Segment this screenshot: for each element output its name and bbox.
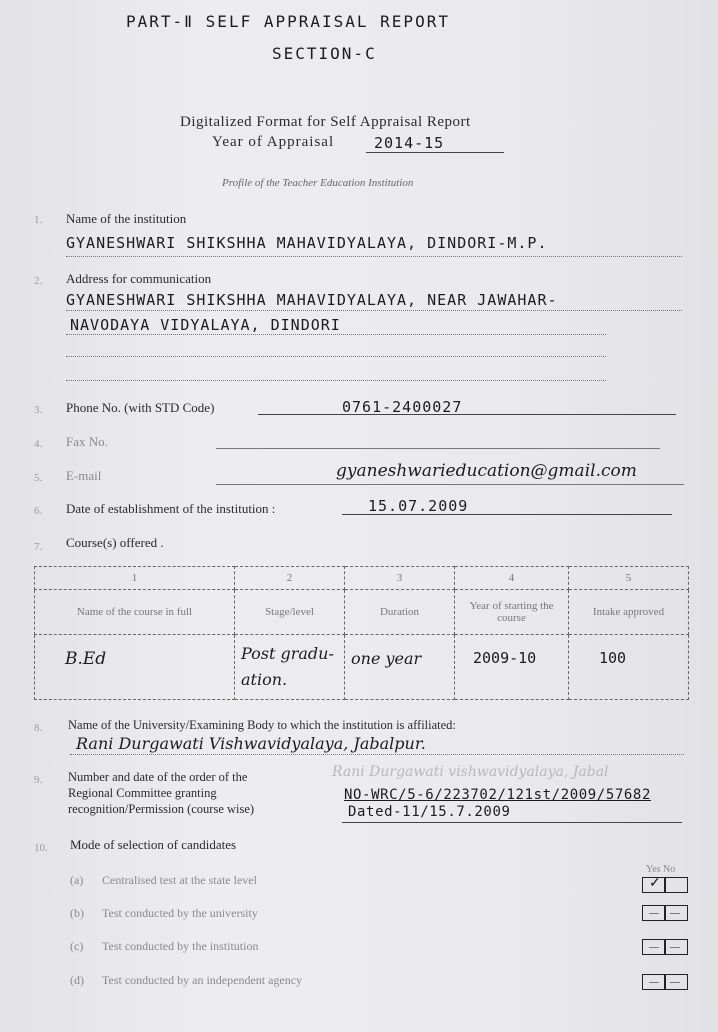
order-label-line-2: Regional Committee granting <box>68 786 217 800</box>
order-label-line-3: recognition/Permission (course wise) <box>68 802 255 816</box>
column-number: 4 <box>455 567 569 590</box>
option-letter: (c) <box>70 939 84 953</box>
stage-cell: Post gradu- ation. <box>235 635 345 700</box>
dash-icon: — <box>670 977 680 988</box>
intake-cell: 100 <box>569 635 689 700</box>
part-title: PART-Ⅱ SELF APPRAISAL REPORT <box>126 12 450 31</box>
option-text: Test conducted by the university <box>102 906 258 920</box>
establishment-value: 15.07.2009 <box>368 497 469 515</box>
dash-icon: — <box>649 942 659 953</box>
header-course-name: Name of the course in full <box>35 590 235 635</box>
faded-crossed-text: Rani Durgawati vishwavidyalaya, Jabal <box>332 764 609 780</box>
duration-cell: one year <box>345 635 455 700</box>
checkbox-yes-no[interactable] <box>642 905 688 921</box>
fax-underline <box>216 448 660 449</box>
section-title: SECTION-C <box>272 44 377 63</box>
courses-table <box>34 566 689 700</box>
courses-offered-label: Course(s) offered . <box>66 535 164 550</box>
email-value: gyaneshwarieducation@gmail.com <box>336 461 637 481</box>
year-label: Year of Appraisal <box>212 134 335 150</box>
selection-label: Mode of selection of candidates <box>70 837 237 852</box>
field-number: 4. <box>34 438 43 450</box>
option-letter: (b) <box>70 906 84 920</box>
yes-no-label: Yes No <box>646 864 676 875</box>
table-row <box>35 635 689 700</box>
check-mark-icon: ✓ <box>649 876 661 891</box>
header-intake: Intake approved <box>569 590 689 635</box>
field-number: 9. <box>34 774 43 786</box>
checkbox-yes-no[interactable] <box>642 939 688 955</box>
order-underline <box>342 822 682 823</box>
field-number: 10. <box>34 842 48 854</box>
institution-name-label: Name of the institution <box>66 211 187 226</box>
field-number: 2. <box>34 275 43 287</box>
field-number: 3. <box>34 404 43 416</box>
column-number: 1 <box>35 567 235 590</box>
dash-icon: — <box>649 908 659 919</box>
profile-title: Profile of the Teacher Education Institution <box>222 177 414 189</box>
email-underline <box>216 484 684 485</box>
year-cell: 2009-10 <box>455 635 569 700</box>
dash-icon: — <box>670 942 680 953</box>
phone-value: 0761-2400027 <box>342 398 463 416</box>
dotted-line <box>66 334 606 335</box>
establishment-label: Date of establishment of the institution : <box>66 501 276 516</box>
table-header-row <box>35 590 689 635</box>
option-text: Centralised test at the state level <box>102 873 257 887</box>
email-label: E-mail <box>66 468 102 483</box>
column-number: 3 <box>345 567 455 590</box>
university-label: Name of the University/Examining Body to which the institution is affiliated: <box>68 718 456 732</box>
field-number: 1. <box>34 214 43 226</box>
column-number: 2 <box>235 567 345 590</box>
phone-underline <box>258 414 676 415</box>
field-number: 7. <box>34 541 43 553</box>
dash-icon: — <box>670 908 680 919</box>
dotted-line <box>66 310 682 311</box>
option-letter: (a) <box>70 873 84 887</box>
order-value-line-1: NO-WRC/5-6/223702/121st/2009/57682 <box>344 787 651 803</box>
option-text: Test conducted by the institution <box>102 939 259 953</box>
order-value-line-2: Dated-11/15.7.2009 <box>348 804 511 820</box>
address-line-2: NAVODAYA VIDYALAYA, DINDORI <box>70 316 341 334</box>
field-number: 8. <box>34 722 43 734</box>
course-name-cell: B.Ed <box>35 635 235 700</box>
order-label-line-1: Number and date of the order of the <box>68 770 248 784</box>
field-number: 6. <box>34 505 43 517</box>
institution-name-value: GYANESHWARI SHIKSHHA MAHAVIDYALAYA, DINDORI-M.P. <box>66 234 548 252</box>
dotted-line <box>70 754 684 755</box>
option-text: Test conducted by an independent agency <box>102 973 303 987</box>
format-title: Digitalized Format for Self Appraisal Report <box>180 114 471 130</box>
dotted-line <box>66 380 606 381</box>
header-stage: Stage/level <box>235 590 345 635</box>
header-year-starting: Year of starting the course <box>455 590 569 635</box>
table-row <box>35 567 689 590</box>
checkbox-yes-no[interactable] <box>642 877 688 893</box>
year-underline <box>366 152 504 153</box>
establishment-underline <box>342 514 672 515</box>
dotted-line <box>66 256 682 257</box>
university-value: Rani Durgawati Vishwavidyalaya, Jabalpur. <box>76 734 426 753</box>
dotted-line <box>66 356 606 357</box>
phone-label: Phone No. (with STD Code) <box>66 400 215 415</box>
address-line-1: GYANESHWARI SHIKSHHA MAHAVIDYALAYA, NEAR JAWAHAR- <box>66 291 558 309</box>
address-label: Address for communication <box>66 271 212 286</box>
year-value: 2014-15 <box>374 134 445 152</box>
fax-label: Fax No. <box>66 434 108 449</box>
option-letter: (d) <box>70 973 84 987</box>
header-duration: Duration <box>345 590 455 635</box>
dash-icon: — <box>649 977 659 988</box>
checkbox-yes-no[interactable] <box>642 974 688 990</box>
column-number: 5 <box>569 567 689 590</box>
field-number: 5. <box>34 472 43 484</box>
